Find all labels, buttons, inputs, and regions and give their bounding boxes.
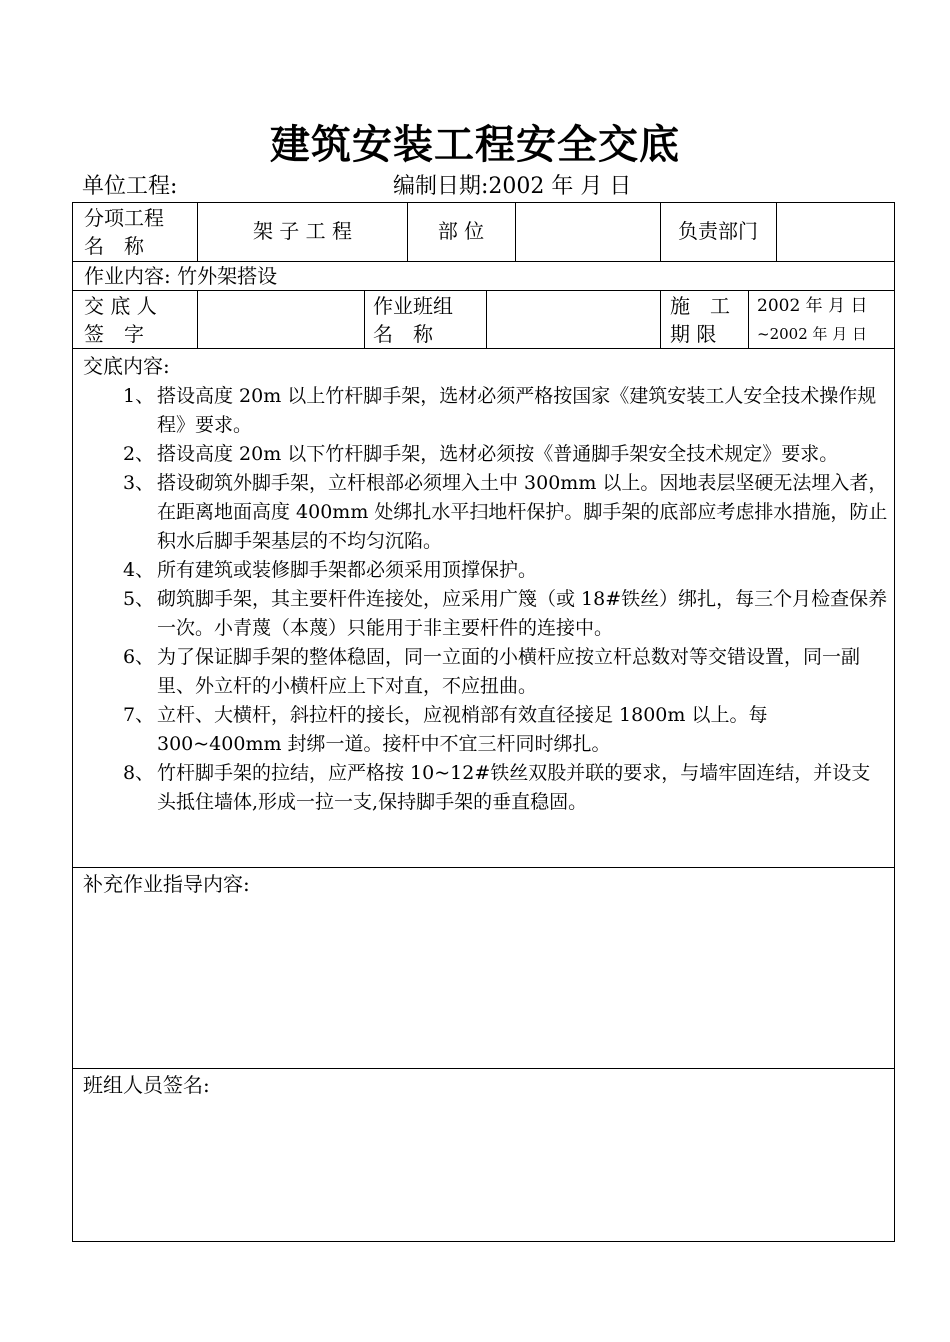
subproject-value: 架 子 工 程 — [252, 219, 353, 243]
subproject-label: 分项工程 — [84, 206, 164, 230]
item-number: 2、 — [123, 443, 155, 465]
supplement-area[interactable] — [73, 900, 894, 1066]
item-text: 搭设高度 20m 以上竹杆脚手架，选材必须严格按国家《建筑安装工人安全技术操作规程》要求。 — [157, 385, 877, 436]
team-name-label: 名 称 — [373, 322, 433, 346]
col-divider — [748, 290, 749, 348]
item-text: 竹杆脚手架的拉结，应严格按 10~12#铁丝双股并联的要求，与墙牢固连结，并设支头抵住墙体,形成一拉一支,保持脚手架的垂直稳固。 — [157, 762, 871, 813]
item-text: 为了保证脚手架的整体稳固，同一立面的小横杆应按立杆总数对等交错设置，同一副里、外立杆的小横杆应上下对直，不应扭曲。 — [157, 646, 861, 697]
item-text: 搭设高度 20m 以下竹杆脚手架，选材必须按《普通脚手架安全技术规定》要求。 — [157, 443, 839, 465]
document-title: 建筑安装工程安全交底 — [270, 121, 680, 168]
period-label: 施 工 — [670, 294, 730, 318]
subproject-label-name: 名 称 — [84, 234, 144, 258]
briefing-content — [83, 352, 888, 817]
period-end: ~2002 年 月 日 — [757, 325, 868, 343]
col-divider — [776, 202, 777, 261]
briefer-label: 交 底 人 — [84, 294, 157, 318]
list-item — [83, 643, 888, 701]
col-divider — [197, 290, 198, 348]
item-text: 立杆、大横杆，斜拉杆的接长，应视梢部有效直径接足 1800m 以上。每 300~400mm 封绑一道。接杆中不宜三杆同时绑扎。 — [157, 704, 768, 755]
item-number: 4、 — [123, 559, 155, 581]
briefer-signature-label: 签 字 — [84, 322, 144, 346]
item-number: 8、 — [123, 762, 155, 784]
item-number: 3、 — [123, 472, 155, 494]
row-divider — [72, 348, 895, 349]
list-item — [83, 556, 888, 585]
compile-date-label: 编制日期:2002 年 月 日 — [393, 174, 632, 199]
unit-project-label: 单位工程: — [82, 174, 178, 199]
list-item — [83, 440, 888, 469]
list-item — [83, 701, 888, 759]
item-number: 5、 — [123, 588, 155, 610]
supplement-heading: 补充作业指导内容: — [83, 872, 250, 896]
period-start: 2002 年 月 日 — [757, 296, 868, 316]
col-divider — [515, 202, 516, 261]
list-item — [83, 759, 888, 817]
row-divider — [72, 1068, 895, 1069]
briefing-list — [83, 382, 888, 817]
item-number: 6、 — [123, 646, 155, 668]
list-item — [83, 585, 888, 643]
item-number: 1、 — [123, 385, 155, 407]
item-text: 所有建筑或装修脚手架都必须采用顶撑保护。 — [157, 559, 538, 581]
list-item — [83, 382, 888, 440]
item-number: 7、 — [123, 704, 155, 726]
col-divider — [486, 290, 487, 348]
item-text: 搭设砌筑外脚手架，立杆根部必须埋入土中 300mm 以上。因地表层坚硬无法埋入者，在距离地面高度 400mm 处绑扎水平扫地杆保护。脚手架的底部应考虑排水措施，防止积水后脚手架基层的不均匀沉陷。 — [157, 472, 888, 552]
responsible-dept-label: 负责部门 — [678, 219, 758, 243]
item-text: 砌筑脚手架，其主要杆件连接处，应采用广篾（或 18#铁丝）绑扎，每三个月检查保养一次。小青蔑（本蔑）只能用于非主要杆件的连接中。 — [157, 588, 888, 639]
team-label: 作业班组 — [373, 294, 453, 318]
col-divider — [364, 290, 365, 348]
col-divider — [660, 290, 661, 348]
location-label: 部 位 — [437, 219, 485, 243]
list-item — [83, 469, 888, 556]
briefing-heading: 交底内容: — [83, 354, 170, 378]
row-divider — [72, 867, 895, 868]
team-signature-heading: 班组人员签名: — [83, 1073, 210, 1097]
team-signature-area[interactable] — [73, 1102, 894, 1240]
period-label-limit: 期 限 — [670, 322, 717, 346]
work-content: 作业内容: 竹外架搭设 — [84, 264, 278, 288]
